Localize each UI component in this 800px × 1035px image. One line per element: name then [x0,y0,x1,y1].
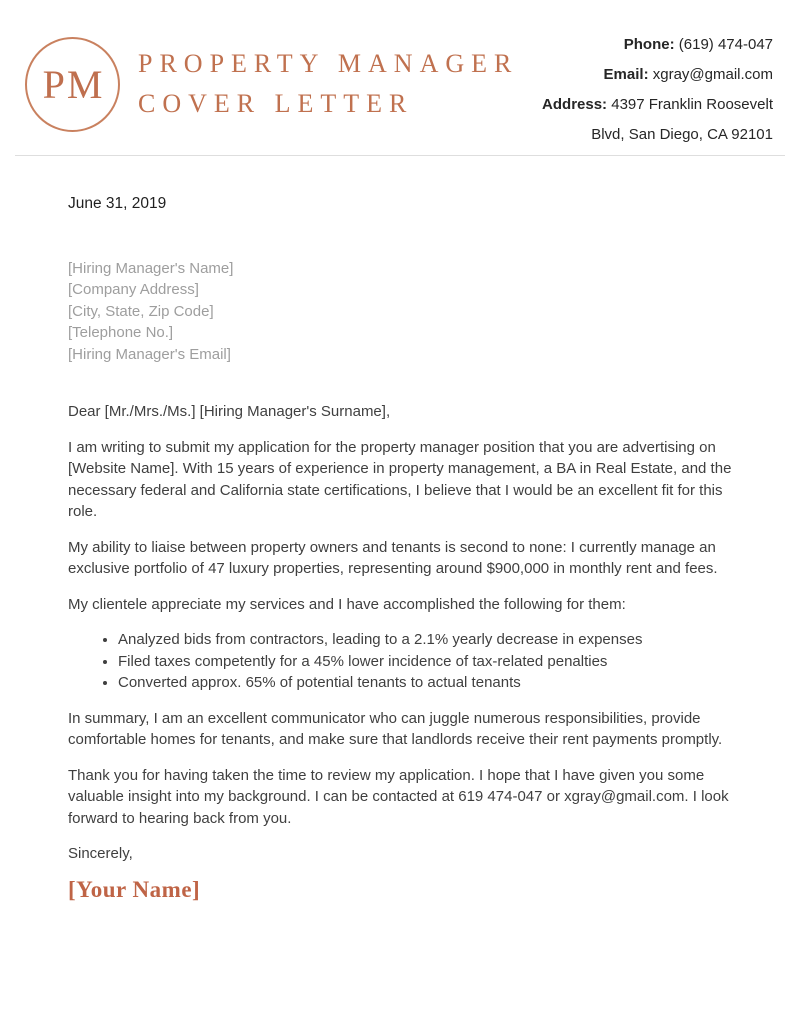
phone-value: (619) 474-047 [678,36,773,53]
recipient-email-placeholder: [Hiring Manager's Email] [68,345,231,363]
contact-address-line-1 [542,90,773,120]
accomplishment-item: • Filed taxes competently for a 45% lower incidence of tax-related penalties [118,651,732,673]
email-value: xgray@gmail.com [652,66,773,83]
address-value-2: Blvd, San Diego, CA 92101 [591,126,773,143]
letter-body [0,156,800,900]
pm-logo [25,37,120,132]
salutation: Dear [Mr./Mrs./Ms.] [Hiring Manager's Surname], [68,403,391,420]
accomplishment-item: • Converted approx. 65% of potential tenants to actual tenants [118,672,732,694]
recipient-telephone-placeholder: [Telephone No.] [68,324,174,341]
recipient-company-address-placeholder: [Company Address] [68,281,199,298]
contact-phone [542,30,773,60]
recipient-block [68,258,732,366]
recipient-name-placeholder: [Hiring Manager's Name] [68,259,234,277]
recipient-city-state-zip-placeholder: [City, State, Zip Code] [68,302,214,320]
email-label: Email: [603,66,649,83]
phone-label: Phone: [623,36,675,53]
title-line-2: COVER LETTER [138,89,414,118]
document-title [138,30,518,124]
paragraph-summary: In summary, I am an excellent communicator who can juggle numerous responsibilities, provide comfortable homes for tenants, and make sure that landlords receive their rent payments promptly. [68,709,723,748]
letterhead [0,0,800,155]
signature-placeholder: [Your Name] [68,876,201,902]
signoff: Sincerely, [68,845,133,862]
title-line-1: PROPERTY MANAGER [138,49,519,78]
paragraph-introduction: I am writing to submit my application for the property manager position that you are advertising on [Website Name]. With 15 years of experience in property management, a BA in Real Estate, and the necessary federal and California state certifications, I believe that I would be an excellent fit for this role. [68,438,732,520]
contact-info [542,30,773,150]
logo-initials: PM [42,62,105,107]
paragraph-thanks: Thank you for having taken the time to review my application. I hope that I have given you some valuable insight into my background. I can be contacted at 619 474-047 or xgray@gmail.com. I look forward to hearing back from you. [68,766,729,827]
paragraph-accomplishments-intro: My clientele appreciate my services and I have accomplished the following for them: [68,595,626,613]
contact-email [542,60,773,90]
accomplishment-item: • Analyzed bids from contractors, leading to a 2.1% yearly decrease in expenses [118,629,732,651]
address-value: 4397 Franklin Roosevelt [611,96,773,113]
letter-date: June 31, 2019 [68,195,167,212]
paragraph-ability: My ability to liaise between property owners and tenants is second to none: I currently manage an exclusive portfolio of 47 luxury properties, representing around $900,000 in monthly rent and fees. [68,538,718,577]
contact-address-line-2 [542,120,773,150]
accomplishments-list [68,629,732,694]
address-label: Address: [542,96,608,113]
